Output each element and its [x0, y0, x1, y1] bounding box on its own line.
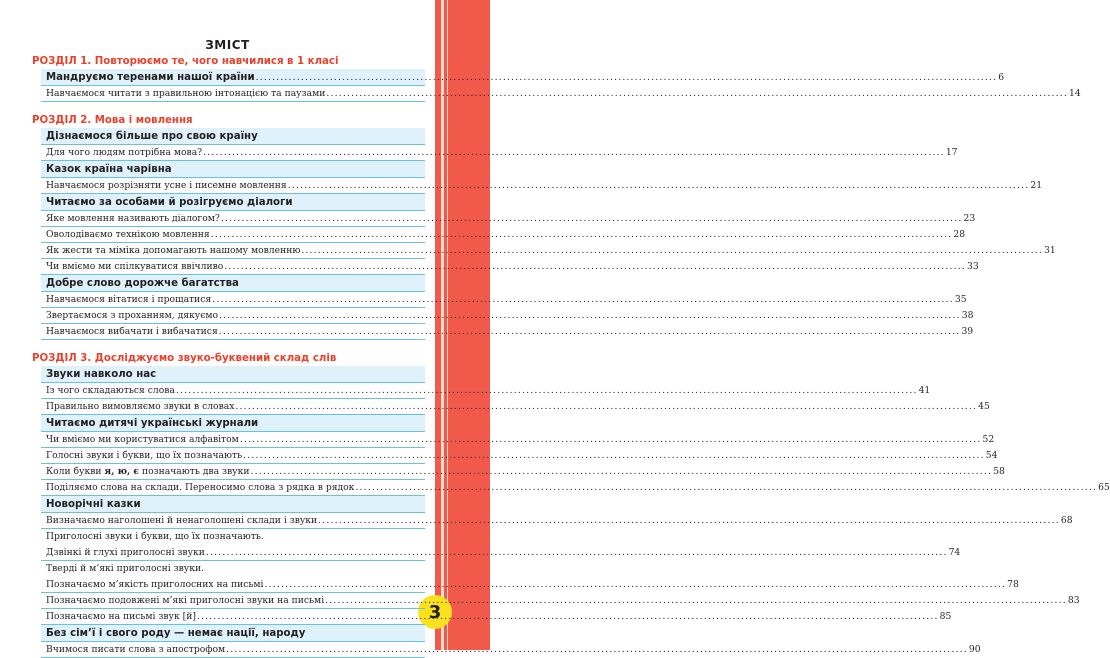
- toc-entry[interactable]: [41, 308, 974, 324]
- toc-entry[interactable]: [41, 145, 958, 161]
- dot-leader: [318, 513, 1060, 529]
- page-ref: 65: [1098, 482, 1110, 493]
- dot-leader: [221, 211, 963, 227]
- section-number: РОЗДІЛ 3.: [32, 353, 92, 364]
- section-heading: [32, 113, 425, 128]
- section-heading: [32, 351, 425, 366]
- page-ref: 23: [963, 213, 976, 224]
- page-ref: 54: [985, 450, 998, 461]
- entry-title: Приголосні звуки і букви, що їх позначають.: [46, 531, 264, 542]
- entry-title: Для чого людям потрібна мова?: [46, 147, 203, 158]
- toc-entry[interactable]: [41, 178, 1043, 194]
- page-ref: 90: [968, 644, 981, 655]
- page-ref: 28: [953, 229, 966, 240]
- toc-topic[interactable]: [41, 161, 425, 178]
- dot-leader: [176, 383, 918, 399]
- dot-leader: [203, 145, 945, 161]
- page-ref: 38: [961, 310, 974, 321]
- dot-leader: [211, 227, 953, 243]
- toc-entry[interactable]: [41, 324, 974, 340]
- entry-title: Вчимося писати слова з апострофом: [46, 644, 226, 655]
- toc-entry[interactable]: [41, 561, 425, 577]
- page-ref: 52: [982, 434, 995, 445]
- entry-title: Чи вміємо ми спілкуватися ввічливо: [46, 261, 224, 272]
- entry-title: Позначаємо м’якість приголосних на письмі: [46, 579, 264, 590]
- dot-leader: [256, 69, 998, 86]
- section-title: Мова і мовлення: [94, 115, 193, 126]
- entry-title: Тверді й м’які приголосні звуки.: [46, 563, 204, 574]
- dot-leader: [250, 464, 992, 480]
- dot-leader: [224, 259, 966, 275]
- toc-topic[interactable]: [41, 415, 425, 432]
- toc-entry[interactable]: [41, 243, 1056, 259]
- toc-entry[interactable]: [41, 529, 425, 545]
- toc-entry[interactable]: [41, 86, 1081, 102]
- entry-title: Правильно вимовляємо звуки в словах: [46, 401, 235, 412]
- toc-topic[interactable]: [41, 625, 425, 642]
- entry-title: Яке мовлення називають діалогом?: [46, 213, 220, 224]
- topic-title: Дізнаємося більше про свою країну: [46, 131, 258, 142]
- dot-leader: [243, 448, 985, 464]
- section-number: РОЗДІЛ 1.: [32, 56, 92, 67]
- topic-title: Без сім’ї і свого роду — немає нації, народу: [46, 628, 306, 639]
- toc-topic[interactable]: [41, 128, 425, 145]
- page-ref: 85: [939, 611, 952, 622]
- page-ref: 39: [961, 326, 974, 337]
- entry-title: Навчаємося вибачати і вибачатися: [46, 326, 218, 337]
- page-ref: 58: [993, 466, 1005, 477]
- topic-title: Читаємо дитячі українські журнали: [46, 418, 259, 429]
- toc-entry[interactable]: [41, 609, 952, 625]
- page-ref: 6: [998, 72, 1005, 83]
- page-ref: 78: [1007, 579, 1019, 590]
- entry-title: Із чого складаються слова: [46, 385, 175, 396]
- section-number: РОЗДІЛ 2.: [32, 115, 92, 126]
- dot-leader: [197, 609, 939, 625]
- entry-title: Як жести та міміка допомагають нашому мовленню: [46, 245, 301, 256]
- entry-title: Позначаємо на письмі звук [й]: [46, 611, 196, 622]
- toc-entry[interactable]: [41, 432, 995, 448]
- topic-title: Новорічні казки: [46, 499, 141, 510]
- section-title: Повторюємо те, чого навчилися в 1 класі: [94, 56, 339, 67]
- toc-topic[interactable]: [41, 194, 425, 211]
- topic-title: Читаємо за особами й розігруємо діалоги: [46, 197, 293, 208]
- dot-leader: [326, 86, 1068, 102]
- toc-entry[interactable]: [41, 292, 967, 308]
- topic-title: Казок країна чарівна: [46, 164, 172, 175]
- toc-topic[interactable]: [41, 496, 425, 513]
- page-ref: 14: [1069, 88, 1081, 99]
- toc-entry[interactable]: [41, 211, 976, 227]
- section-title: Досліджуємо звуко-буквений склад слів: [94, 353, 337, 364]
- page-ref: 17: [945, 147, 958, 158]
- toc-entry[interactable]: [41, 448, 998, 464]
- dot-leader: [240, 432, 982, 448]
- dot-leader: [212, 292, 954, 308]
- dot-leader: [226, 642, 968, 658]
- toc-topic[interactable]: [41, 69, 1005, 86]
- entry-title: Коли букви я, ю, є позначають два звуки: [46, 466, 250, 477]
- topic-title: Звуки навколо нас: [46, 369, 157, 380]
- page-ref: 83: [1067, 595, 1080, 606]
- toc-entry[interactable]: [41, 383, 931, 399]
- page-ref: 45: [978, 401, 990, 412]
- page-ref: 35: [954, 294, 967, 305]
- entry-title: Оволодіваємо технікою мовлення: [46, 229, 210, 240]
- toc-entry[interactable]: [41, 399, 990, 415]
- entry-title: Поділяємо слова на склади. Переносимо слова з рядка в рядок: [46, 482, 355, 493]
- topic-title: Мандруємо теренами нашої країни: [46, 72, 255, 83]
- toc-entry[interactable]: [41, 642, 981, 658]
- section-heading: [32, 54, 425, 69]
- toc-entry[interactable]: [41, 464, 1005, 480]
- section-gap: [32, 340, 425, 351]
- section-gap: [32, 102, 425, 113]
- dot-leader: [235, 399, 977, 415]
- page-title: ЗМІСТ: [205, 38, 250, 52]
- dot-leader: [219, 308, 961, 324]
- dot-leader: [325, 593, 1067, 609]
- page-ref: 74: [948, 547, 961, 558]
- highlighted-letters: я, ю, є: [104, 466, 140, 477]
- dot-leader: [288, 178, 1030, 194]
- toc-topic[interactable]: [41, 275, 425, 292]
- toc-topic[interactable]: [41, 366, 425, 383]
- entry-title: Навчаємося читати з правильною інтонацією та паузами: [46, 88, 326, 99]
- table-of-contents: [32, 54, 1110, 658]
- toc-entry[interactable]: [41, 480, 1110, 496]
- entry-title: Визначаємо наголошені й ненаголошені склади і звуки: [46, 515, 318, 526]
- page-number-badge: 3: [418, 595, 452, 629]
- dot-leader: [206, 545, 948, 561]
- toc-entry[interactable]: [41, 227, 966, 243]
- entry-title: Навчаємося вітатися і прощатися: [46, 294, 212, 305]
- topic-title: Добре слово дорожче багатства: [46, 278, 239, 289]
- dot-leader: [219, 324, 961, 340]
- toc-entry[interactable]: [41, 259, 979, 275]
- toc-entry[interactable]: [41, 513, 1073, 529]
- entry-title: Навчаємося розрізняти усне і писемне мовлення: [46, 180, 287, 191]
- dot-leader: [301, 243, 1043, 259]
- dot-leader: [355, 480, 1097, 496]
- toc-entry[interactable]: [41, 577, 1019, 593]
- dot-leader: [264, 577, 1006, 593]
- toc-entry[interactable]: [41, 545, 961, 561]
- page-ref: 33: [966, 261, 979, 272]
- toc-entry[interactable]: [41, 593, 1080, 609]
- page-ref: 41: [918, 385, 931, 396]
- entry-title: Голосні звуки і букви, що їх позначають: [46, 450, 243, 461]
- page-ref: 31: [1044, 245, 1056, 256]
- page-ref: 21: [1030, 180, 1043, 191]
- entry-title: Позначаємо подовжені м’які приголосні звуки на письмі: [46, 595, 325, 606]
- entry-title: Звертаємося з проханням, дякуємо: [46, 310, 219, 321]
- page-ref: 68: [1060, 515, 1073, 526]
- entry-title: Чи вміємо ми користуватися алфавітом: [46, 434, 239, 445]
- entry-title: Дзвінкі й глухі приголосні звуки: [46, 547, 205, 558]
